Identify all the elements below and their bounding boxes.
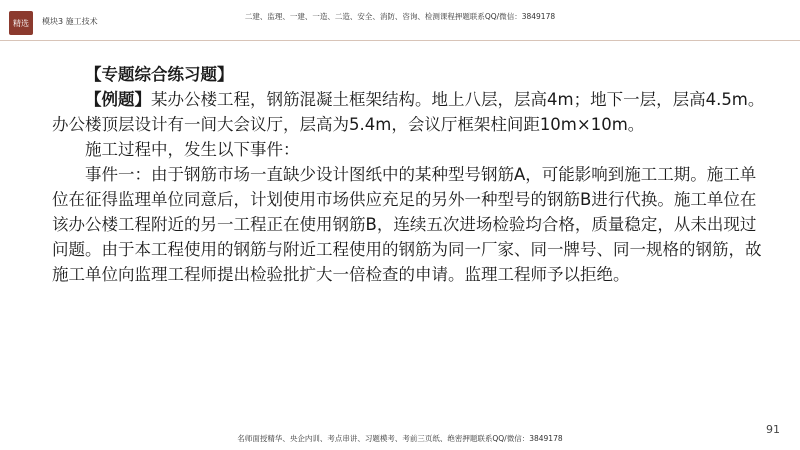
logo-badge: 精选	[9, 11, 33, 35]
process-paragraph: 施工过程中，发生以下事件：	[85, 140, 300, 159]
event1-paragraph: 事件一：由于钢筋市场一直缺少设计图纸中的某种型号钢筋A，可能影响到施工工期。施工单位在征得监理单位同意后，计划使用市场供应充足的另外一种型号的钢筋B进行代换。施工单位在该办公楼工程附近的另一工程正在使用钢筋B，连续五次进场检验均合格，质量稳定，从未出现过问题。由于本工程使用的钢筋与附近工程使用的钢筋为同一厂家、同一牌号、同一规格的钢筋，故施工单位向监理工程师提出检验批扩大一倍检查的申请。监理工程师予以拒绝。	[52, 165, 762, 284]
example-label: 【例题】	[85, 90, 151, 109]
header-ad-text: 二建、监理、一建、一造、二造、安全、消防、咨询、检测课程押题联系QQ/微信：3849178	[244, 12, 556, 21]
footer-ad-text: 名师面授精华、央企内训、考点串讲、习题模考、考前三页纸、绝密押题联系QQ/微信：3849178	[237, 434, 563, 443]
slide-content	[52, 62, 772, 287]
module-title: 模块3 施工技术	[42, 17, 98, 26]
example-paragraph	[52, 87, 772, 137]
header-divider	[0, 40, 800, 41]
section-title: 【专题综合练习题】	[85, 65, 234, 84]
example-text: 某办公楼工程，钢筋混凝土框架结构。地上八层，层高4m；地下一层，层高4.5m。办公楼顶层设计有一间大会议厅，层高为5.4m，会议厅框架柱间距10m×10m。	[52, 90, 765, 134]
page-number: 91	[766, 423, 780, 436]
